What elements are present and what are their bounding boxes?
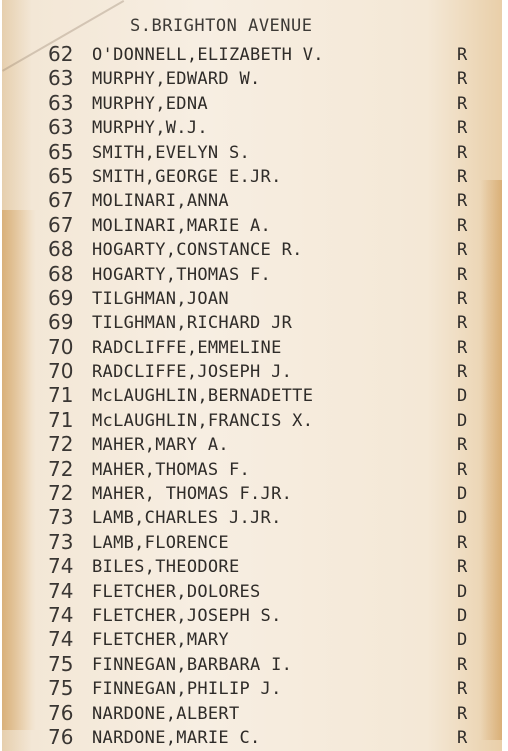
party-code: R [457, 703, 468, 724]
house-number: 69 [48, 310, 74, 335]
party-code: D [457, 605, 468, 626]
resident-name: RADCLIFFE,EMMELINE [92, 337, 282, 358]
party-code: R [457, 679, 468, 700]
resident-name: FLETCHER,JOSEPH S. [92, 605, 282, 626]
resident-name: TILGHMAN,JOAN [92, 288, 229, 309]
list-item [2, 408, 502, 432]
list-item [2, 530, 502, 554]
resident-name: FINNEGAN,BARBARA I. [92, 654, 293, 675]
party-code: R [457, 69, 468, 90]
party-code: R [457, 264, 468, 285]
party-code: D [457, 386, 468, 407]
house-number: 70 [48, 359, 74, 384]
resident-name: MAHER,THOMAS F. [92, 459, 251, 480]
resident-name: MURPHY,EDNA [92, 93, 208, 114]
paper-sheet [2, 0, 502, 751]
party-code: R [457, 362, 468, 383]
party-code: R [457, 166, 468, 187]
house-number: 68 [48, 237, 74, 262]
party-code: D [457, 484, 468, 505]
party-code: R [457, 435, 468, 456]
house-number: 76 [48, 700, 74, 725]
house-number: 65 [48, 163, 74, 188]
house-number: 73 [48, 529, 74, 554]
party-code: R [457, 337, 468, 358]
voter-list [2, 42, 502, 749]
list-item [2, 457, 502, 481]
party-code: R [457, 727, 468, 748]
party-code: R [457, 142, 468, 163]
resident-name: MOLINARI,MARIE A. [92, 215, 272, 236]
list-item [2, 579, 502, 603]
list-item [2, 603, 502, 627]
resident-name: RADCLIFFE,JOSEPH J. [92, 362, 293, 383]
house-number: 76 [48, 724, 74, 749]
resident-name: McLAUGHLIN,BERNADETTE [92, 386, 314, 407]
list-item [2, 505, 502, 529]
list-item [2, 701, 502, 725]
house-number: 70 [48, 334, 74, 359]
party-code: D [457, 508, 468, 529]
party-code: R [457, 118, 468, 139]
street-heading: S.BRIGHTON AVENUE [130, 16, 313, 36]
resident-name: BILES,THEODORE [92, 557, 240, 578]
resident-name: LAMB,FLORENCE [92, 532, 229, 553]
list-item [2, 310, 502, 334]
resident-name: MURPHY,EDWARD W. [92, 69, 261, 90]
list-item [2, 481, 502, 505]
list-item [2, 359, 502, 383]
house-number: 74 [48, 602, 74, 627]
party-code: R [457, 288, 468, 309]
party-code: R [457, 191, 468, 212]
list-item [2, 42, 502, 66]
resident-name: TILGHMAN,RICHARD JR [92, 313, 293, 334]
party-code: R [457, 215, 468, 236]
list-item [2, 66, 502, 90]
list-item [2, 140, 502, 164]
party-code: R [457, 313, 468, 334]
house-number: 75 [48, 676, 74, 701]
house-number: 63 [48, 90, 74, 115]
house-number: 65 [48, 139, 74, 164]
party-code: D [457, 630, 468, 651]
resident-name: O'DONNELL,ELIZABETH V. [92, 45, 324, 65]
resident-name: HOGARTY,THOMAS F. [92, 264, 272, 285]
resident-name: HOGARTY,CONSTANCE R. [92, 240, 303, 261]
house-number: 69 [48, 285, 74, 310]
house-number: 74 [48, 554, 74, 579]
house-number: 67 [48, 188, 74, 213]
resident-name: NARDONE,MARIE C. [92, 727, 261, 748]
party-code: D [457, 581, 468, 602]
resident-name: MAHER, THOMAS F.JR. [92, 484, 293, 505]
house-number: 72 [48, 481, 74, 506]
resident-name: FLETCHER,DOLORES [92, 581, 261, 602]
house-number: 73 [48, 505, 74, 530]
resident-name: MURPHY,W.J. [92, 118, 208, 139]
list-item [2, 91, 502, 115]
party-code: R [457, 557, 468, 578]
house-number: 63 [48, 115, 74, 140]
party-code: R [457, 45, 468, 65]
party-code: R [457, 654, 468, 675]
list-item [2, 554, 502, 578]
list-item [2, 115, 502, 139]
house-number: 63 [48, 66, 74, 91]
party-code: R [457, 532, 468, 553]
list-item [2, 335, 502, 359]
list-item [2, 676, 502, 700]
list-item [2, 725, 502, 749]
resident-name: McLAUGHLIN,FRANCIS X. [92, 410, 314, 431]
party-code: R [457, 240, 468, 261]
resident-name: MOLINARI,ANNA [92, 191, 229, 212]
resident-name: LAMB,CHARLES J.JR. [92, 508, 282, 529]
house-number: 75 [48, 651, 74, 676]
resident-name: FLETCHER,MARY [92, 630, 229, 651]
party-code: R [457, 459, 468, 480]
list-item [2, 652, 502, 676]
house-number: 67 [48, 212, 74, 237]
resident-name: SMITH,EVELYN S. [92, 142, 251, 163]
list-item [2, 627, 502, 651]
list-item [2, 262, 502, 286]
house-number: 71 [48, 407, 74, 432]
list-item [2, 164, 502, 188]
house-number: 72 [48, 456, 74, 481]
list-item [2, 237, 502, 261]
house-number: 72 [48, 432, 74, 457]
resident-name: SMITH,GEORGE E.JR. [92, 166, 282, 187]
house-number: 74 [48, 627, 74, 652]
resident-name: NARDONE,ALBERT [92, 703, 240, 724]
list-item [2, 286, 502, 310]
resident-name: MAHER,MARY A. [92, 435, 229, 456]
list-item [2, 383, 502, 407]
house-number: 71 [48, 383, 74, 408]
resident-name: FINNEGAN,PHILIP J. [92, 679, 282, 700]
house-number: 68 [48, 261, 74, 286]
party-code: D [457, 410, 468, 431]
list-item [2, 188, 502, 212]
list-item [2, 432, 502, 456]
house-number: 62 [48, 42, 74, 66]
party-code: R [457, 93, 468, 114]
list-item [2, 213, 502, 237]
house-number: 74 [48, 578, 74, 603]
